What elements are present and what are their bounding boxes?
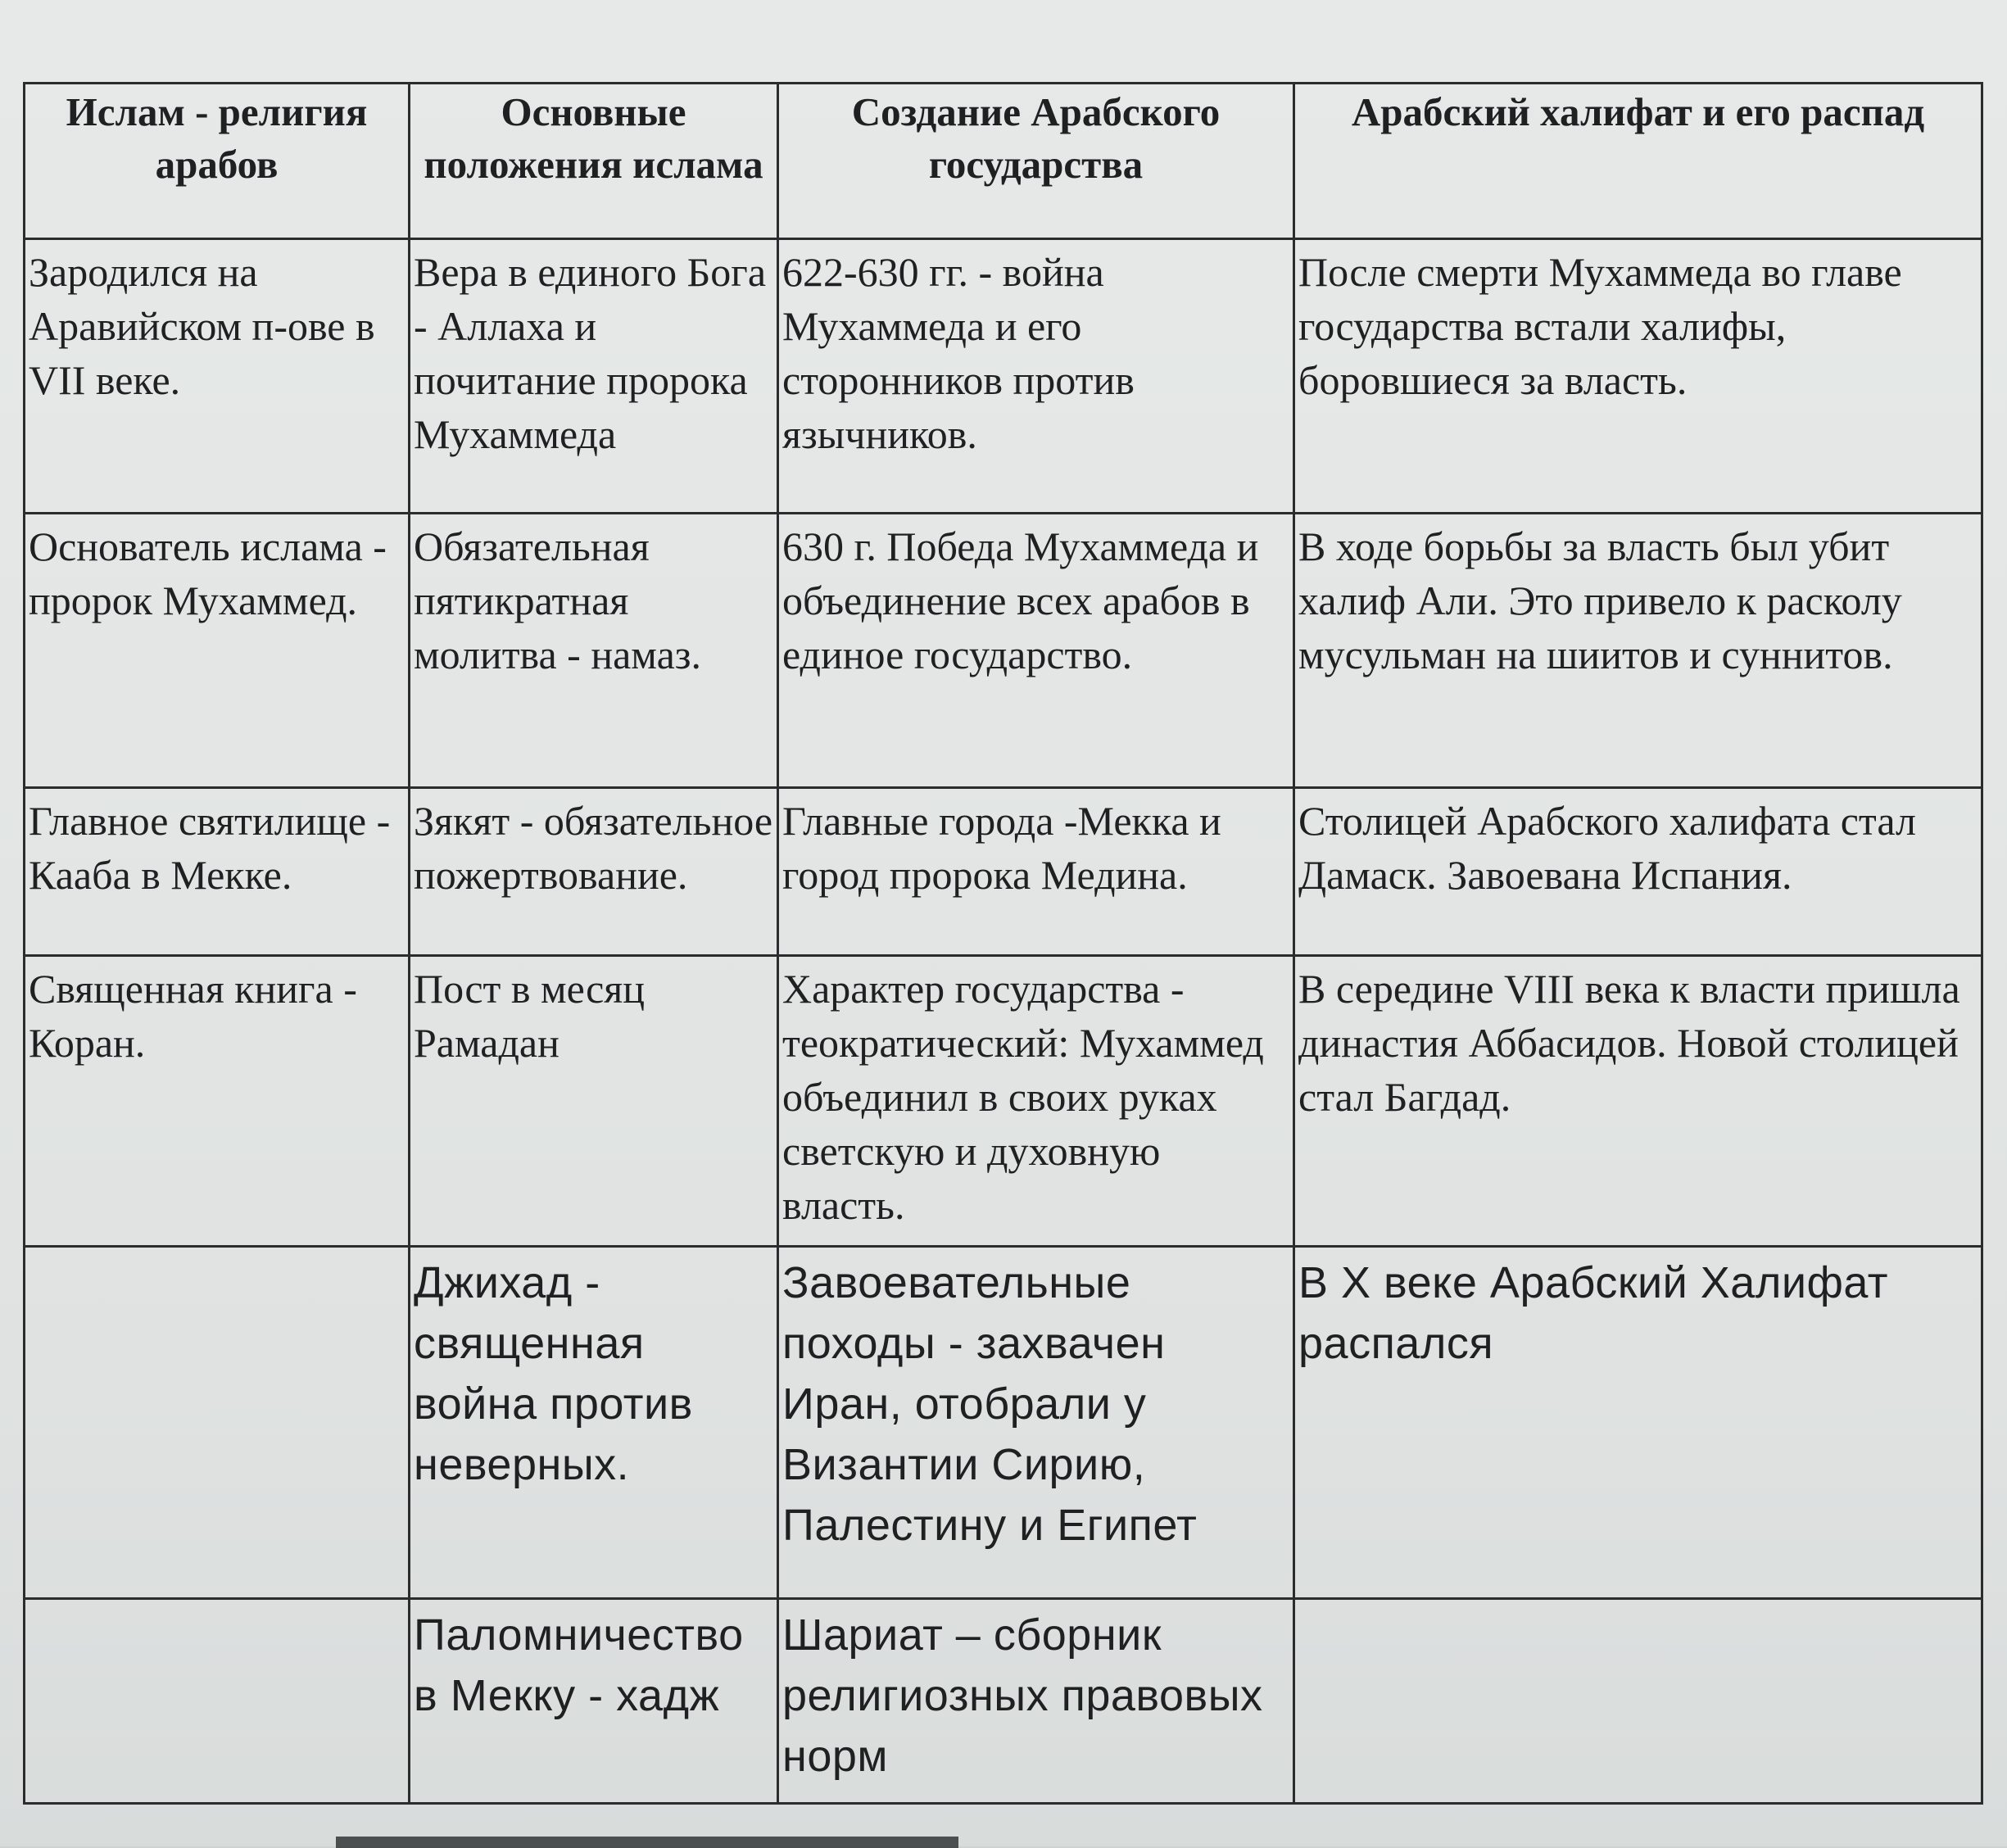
- cell-caliphs: После смерти Мухаммеда во главе государства встали халифы, боровшиеся за власть.: [1294, 239, 1982, 514]
- cell-fast: Пост в месяц Рамадан: [410, 956, 778, 1247]
- header-main-principles: Основные положения ислама: [410, 84, 778, 239]
- cell-theocracy: Характер государства - теократический: Мухаммед объединил в своих руках светскую и духовную власть.: [778, 956, 1294, 1247]
- cell-war: 622-630 гг. - война Мухаммеда и его сторонников против язычников.: [778, 239, 1294, 514]
- cell-sharia: Шариат – сборник религиозных правовых норм: [778, 1599, 1294, 1804]
- table-row: [25, 788, 1982, 956]
- cell-abbasids: В середине VIII века к власти пришла династия Аббасидов. Новой столицей стал Багдад.: [1294, 956, 1982, 1247]
- cell-sanctuary: Главное святилище - Кааба в Мекке.: [25, 788, 410, 956]
- cell-founder: Основатель ислама - пророк Мухаммед.: [25, 514, 410, 788]
- cell-prayer: Обязательная пятикратная молитва - намаз.: [410, 514, 778, 788]
- table-header-row: [25, 84, 1982, 239]
- cell-zakat: Зякят - обязательное пожертвование.: [410, 788, 778, 956]
- table-row: [25, 956, 1982, 1247]
- history-table: [23, 82, 1983, 1805]
- table-row: [25, 514, 1982, 788]
- table-row: [25, 1247, 1982, 1599]
- header-caliphate: Арабский халифат и его распад: [1294, 84, 1982, 239]
- cell-damascus: Столицей Арабского халифата стал Дамаск. Завоевана Испания.: [1294, 788, 1982, 956]
- cell-schism: В ходе борьбы за власть был убит халиф Али. Это привело к расколу мусульман на шиитов и суннитов.: [1294, 514, 1982, 788]
- cell-empty: [25, 1247, 410, 1599]
- cell-cities: Главные города -Мекка и город пророка Медина.: [778, 788, 1294, 956]
- cell-hajj: Паломничество в Мекку - хадж: [410, 1599, 778, 1804]
- cell-victory: 630 г. Победа Мухаммеда и объединение всех арабов в единое государство.: [778, 514, 1294, 788]
- cell-faith: Вера в единого Бога - Аллаха и почитание пророка Мухаммеда: [410, 239, 778, 514]
- cell-empty: [1294, 1599, 1982, 1804]
- cell-conquests: Завоевательные походы - захвачен Иран, отобрали у Византии Сирию, Палестину и Египет: [778, 1247, 1294, 1599]
- cell-quran: Священная книга - Коран.: [25, 956, 410, 1247]
- header-islam-religion: Ислам - религия арабов: [25, 84, 410, 239]
- cell-jihad: Джихад - священная война против неверных.: [410, 1247, 778, 1599]
- cell-origin: Зародился на Аравийском п-ове в VII веке.: [25, 239, 410, 514]
- cell-collapse: В X веке Арабский Халифат распался: [1294, 1247, 1982, 1599]
- cut-off-text-line: [336, 1832, 958, 1848]
- header-state-creation: Создание Арабского государства: [778, 84, 1294, 239]
- table-row: [25, 1599, 1982, 1804]
- table-row: [25, 239, 1982, 514]
- cell-empty: [25, 1599, 410, 1804]
